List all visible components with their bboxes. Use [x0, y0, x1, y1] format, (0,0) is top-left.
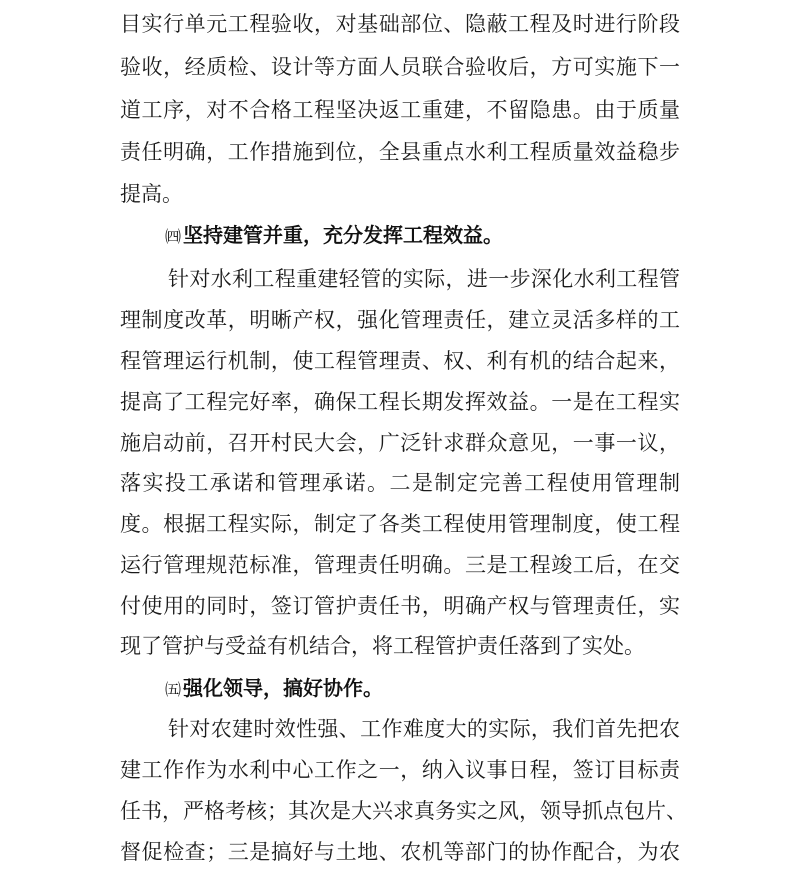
paragraph-line: 度。根据工程实际，制定了各类工程使用管理制度，使工程	[120, 512, 680, 536]
paragraph-line: 责任明确，工作措施到位，全县重点水利工程质量效益稳步	[120, 140, 680, 164]
paragraph-line: 现了管护与受益有机结合，将工程管护责任落到了实处。	[120, 634, 645, 658]
paragraph-line: 理制度改革，明晰产权，强化管理责任，建立灵活多样的工	[120, 308, 680, 332]
section-number: ㈣	[165, 227, 182, 246]
paragraph-line: 提高。	[120, 182, 183, 206]
paragraph-line: 道工序，对不合格工程坚决返工重建，不留隐患。由于质量	[120, 98, 680, 122]
paragraph-line: 督促检查；三是搞好与土地、农机等部门的协作配合，为农	[120, 840, 680, 864]
section-heading-text: 坚持建管并重，充分发挥工程效益。	[183, 223, 504, 247]
section-heading-text: 强化领导，搞好协作。	[183, 676, 384, 700]
paragraph-line: 提高了工程完好率，确保工程长期发挥效益。一是在工程实	[120, 390, 680, 414]
paragraph-line: 付使用的同时，签订管护责任书，明确产权与管理责任，实	[120, 594, 680, 618]
paragraph-line: 针对水利工程重建轻管的实际，进一步深化水利工程管	[168, 267, 680, 291]
section-heading-4	[165, 220, 503, 252]
paragraph-line: 运行管理规范标准，管理责任明确。三是工程竣工后，在交	[120, 553, 680, 577]
paragraph-line: 目实行单元工程验收，对基础部位、隐蔽工程及时进行阶段	[120, 12, 680, 36]
section-heading-5	[165, 673, 383, 705]
paragraph-line: 落实投工承诺和管理承诺。二是制定完善工程使用管理制	[120, 471, 680, 495]
paragraph-line: 任书，严格考核；其次是大兴求真务实之风，领导抓点包片、	[120, 799, 687, 823]
paragraph-line: 施启动前，召开村民大会，广泛针求群众意见，一事一议，	[120, 431, 680, 455]
paragraph-line: 针对农建时效性强、工作难度大的实际，我们首先把农	[168, 717, 680, 741]
paragraph-line: 建工作作为水利中心工作之一，纳入议事日程，签订目标责	[120, 758, 680, 782]
paragraph-line: 验收，经质检、设计等方面人员联合验收后，方可实施下一	[120, 55, 680, 79]
paragraph-line: 程管理运行机制，使工程管理责、权、利有机的结合起来，	[120, 349, 680, 373]
section-number: ㈤	[165, 680, 182, 699]
